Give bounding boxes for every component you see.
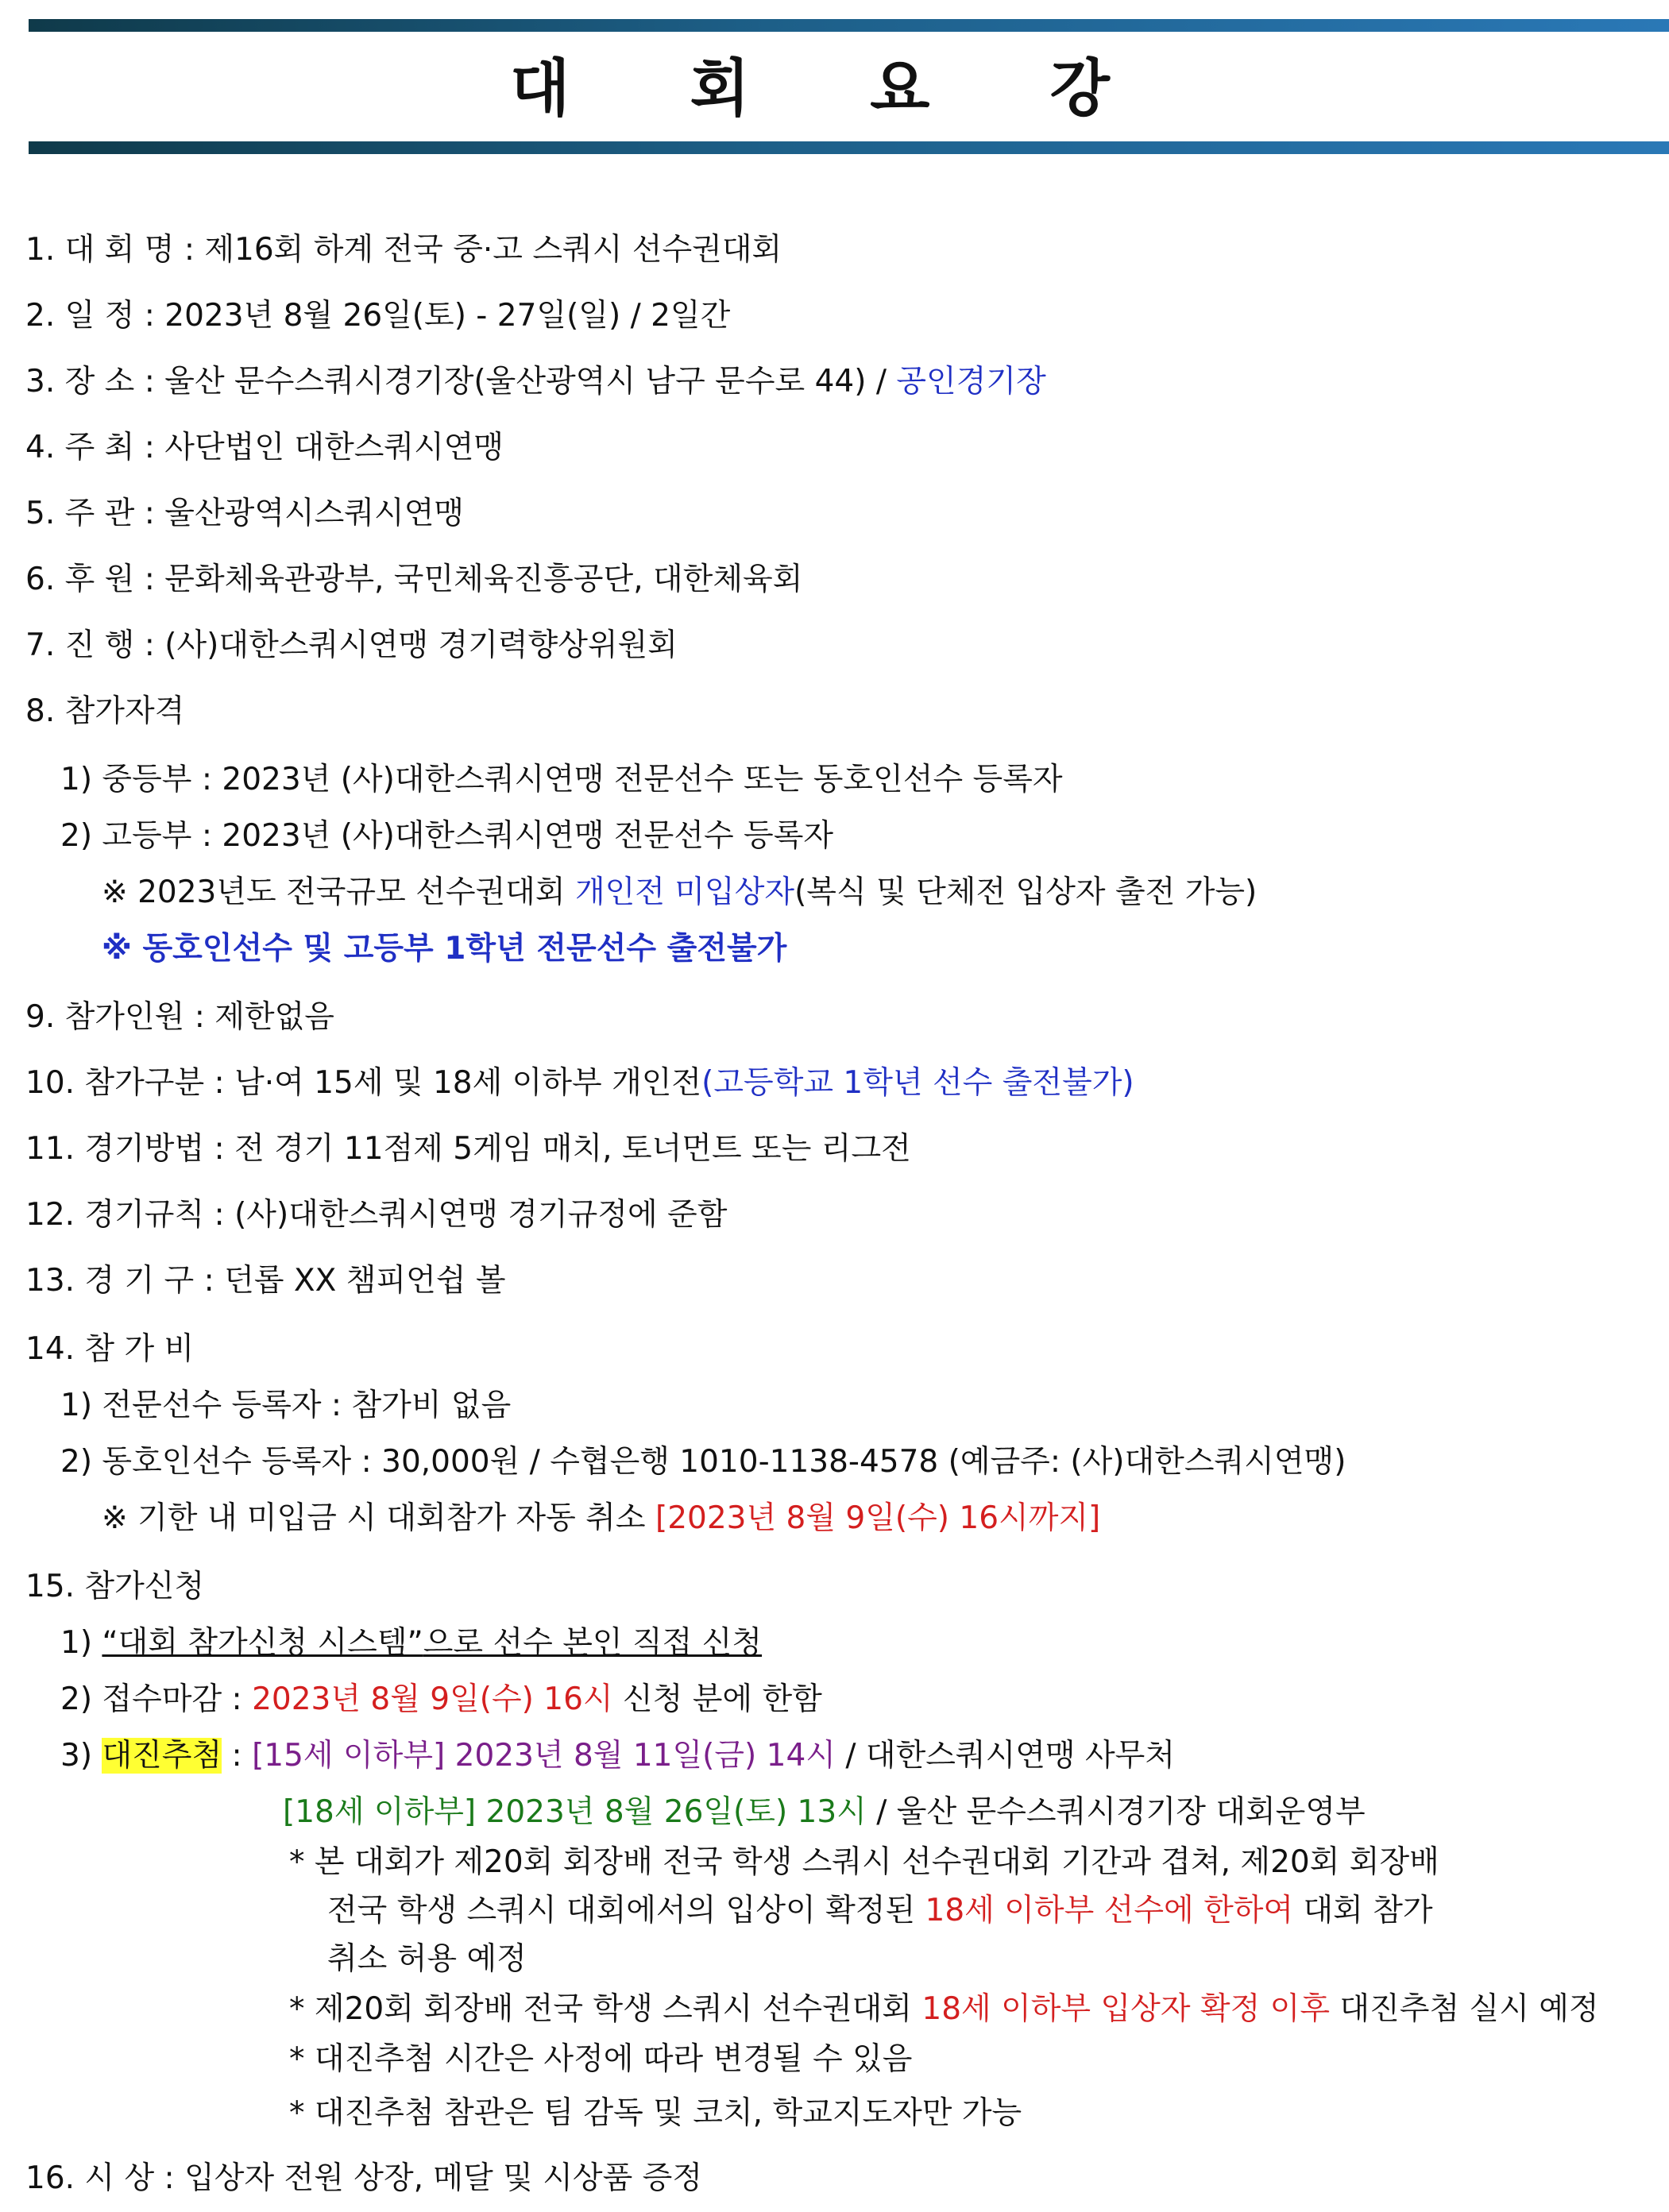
draw-note-1-line-1: * 본 대회가 제20회 회장배 전국 학생 스쿼시 선수권대회 기간과 겹쳐, 제20회 회장배 (289, 1844, 1439, 1880)
item-eligibility: 8. 참가자격 (25, 693, 185, 729)
title-top-bar (29, 19, 1669, 32)
item-label: 12. 경기규칙 : (25, 1197, 225, 1233)
deadline-date: 2023년 8월 9일(수) 16시 (252, 1681, 613, 1717)
item-label: 7. 진 행 : (25, 627, 155, 663)
item-fee: 14. 참 가 비 (25, 1331, 195, 1367)
item-label: 9. 참가인원 : (25, 999, 205, 1035)
item-label: 5. 주 관 : (25, 496, 155, 531)
application-deadline (60, 1680, 1669, 1720)
fee-professional: 1) 전문선수 등록자 : 참가비 없음 (60, 1388, 512, 1423)
list-number: 3) (60, 1738, 93, 1774)
item-label: 10. 참가구분 : (25, 1065, 225, 1101)
item-event-name (25, 230, 1669, 270)
fee-deadline: [2023년 8월 9일(수) 16시까지] (655, 1500, 1101, 1536)
item-value: (사)대한스쿼시연맹 경기규정에 준함 (234, 1197, 728, 1233)
item-value-highlight: 공인경기장 (896, 364, 1046, 400)
draw-schedule-18 (283, 1793, 1669, 1832)
deadline-label: 2) 접수마감 : (60, 1681, 242, 1717)
item-label: 6. 후 원 : (25, 562, 155, 597)
note-text: * 제20회 회장배 전국 학생 스쿼시 선수권대회 (289, 1991, 912, 2027)
application-method (60, 1623, 1669, 1663)
title-bottom-bar (29, 141, 1669, 154)
eligibility-note-1 (102, 873, 1669, 913)
draw-schedule-15 (60, 1736, 1669, 1776)
item-label: 3. 장 소 : (25, 364, 155, 400)
application-system-link[interactable]: “대회 참가신청 시스템” (102, 1625, 423, 1661)
eligibility-high-school: 2) 고등부 : 2023년 (사)대한스쿼시연맹 전문선수 등록자 (60, 818, 834, 854)
draw-note-2 (289, 1990, 1669, 2029)
item-host (25, 428, 1669, 468)
list-number: 1) (60, 1625, 93, 1661)
item-label: 4. 주 최 : (25, 430, 155, 465)
note-highlight: 개인전 미입상자 (574, 874, 795, 910)
application-method-text: 으로 선수 본인 직접 신청 (423, 1625, 763, 1661)
item-label: 11. 경기방법 : (25, 1131, 225, 1167)
deadline-text: 신청 분에 한함 (622, 1681, 822, 1717)
note-text: (복식 및 단체전 입상자 출전 가능) (794, 874, 1258, 910)
note-text: 대회 참가 (1303, 1893, 1433, 1928)
item-sponsor (25, 560, 1669, 600)
item-value: 문화체육관광부, 국민체육진흥공단, 대한체육회 (164, 562, 803, 597)
note-highlight: 18세 이하부 선수에 한하여 (925, 1893, 1294, 1928)
draw-date-15: [15세 이하부] 2023년 8월 11일(금) 14시 (252, 1738, 836, 1774)
note-highlight: 18세 이하부 입상자 확정 이후 (921, 1991, 1331, 2027)
item-value-highlight: (고등학교 1학년 선수 출전불가) (701, 1065, 1134, 1101)
item-value: 제한없음 (214, 999, 334, 1035)
item-participants (25, 998, 1669, 1037)
eligibility-middle-school: 1) 중등부 : 2023년 (사)대한스쿼시연맹 전문선수 또는 동호인선수 등록자 (60, 762, 1063, 797)
item-value: (사)대한스쿼시연맹 경기력향상위원회 (164, 627, 678, 663)
draw-colon: : (231, 1738, 242, 1774)
item-venue (25, 362, 1669, 402)
item-value: 입상자 전원 상장, 메달 및 시상품 증정 (184, 2160, 702, 2196)
item-operation (25, 626, 1669, 666)
item-value: 2023년 8월 26일(토) - 27일(일) / 2일간 (164, 298, 731, 334)
item-label: 16. 시 상 : (25, 2160, 175, 2196)
note-text: ※ 2023년도 전국규모 선수권대회 (102, 874, 566, 910)
item-division (25, 1064, 1669, 1103)
item-label: 1. 대 회 명 : (25, 232, 195, 268)
page-title: 대 회 요 강 (510, 53, 1159, 125)
item-value: 던롭 XX 챔피언쉽 볼 (224, 1263, 506, 1299)
item-match-format (25, 1129, 1669, 1169)
item-value: 울산 문수스쿼시경기장(울산광역시 남구 문수로 44) / (164, 364, 887, 400)
draw-note-3: * 대진추첨 시간은 사정에 따라 변경될 수 있음 (289, 2041, 913, 2077)
item-rules (25, 1195, 1669, 1235)
note-text: ※ 기한 내 미입금 시 대회참가 자동 취소 (102, 1500, 646, 1536)
item-ball (25, 1261, 1669, 1301)
item-value: 전 경기 11점제 5게임 매치, 토너먼트 또는 리그전 (234, 1131, 911, 1167)
item-label: 13. 경 기 구 : (25, 1263, 214, 1299)
item-value: 사단법인 대한스쿼시연맹 (164, 430, 504, 465)
item-organizer (25, 494, 1669, 534)
item-value: 제16회 하계 전국 중·고 스쿼시 선수권대회 (204, 232, 782, 268)
note-text: 대진추첨 실시 예정 (1339, 1991, 1599, 2027)
item-value: 울산광역시스쿼시연맹 (164, 496, 465, 531)
draw-date-18: [18세 이하부] 2023년 8월 26일(토) 13시 (283, 1794, 867, 1830)
item-awards (25, 2159, 1669, 2198)
draw-place-18: / 울산 문수스쿼시경기장 대회운영부 (876, 1794, 1366, 1830)
eligibility-note-2: ※ 동호인선수 및 고등부 1학년 전문선수 출전불가 (102, 931, 787, 967)
draw-note-4: * 대진추첨 참관은 팀 감독 및 코치, 학교지도자만 가능 (289, 2095, 1022, 2131)
item-value: 남·여 15세 및 18세 이하부 개인전 (234, 1065, 702, 1101)
note-text: 전국 학생 스쿼시 대회에서의 입상이 확정된 (327, 1893, 916, 1928)
draw-place-15: / 대한스쿼시연맹 사무처 (845, 1738, 1176, 1774)
draw-note-1-line-3: 취소 허용 예정 (327, 1941, 527, 1977)
item-schedule (25, 296, 1669, 336)
fee-note (102, 1499, 1669, 1538)
item-label: 2. 일 정 : (25, 298, 155, 334)
draw-label: 대진추첨 (102, 1738, 222, 1774)
item-application: 15. 참가신청 (25, 1569, 205, 1604)
draw-note-1-line-2 (327, 1891, 1669, 1931)
fee-amateur: 2) 동호인선수 등록자 : 30,000원 / 수협은행 1010-1138-4578 (예금주: (사)대한스쿼시연맹) (60, 1444, 1346, 1480)
